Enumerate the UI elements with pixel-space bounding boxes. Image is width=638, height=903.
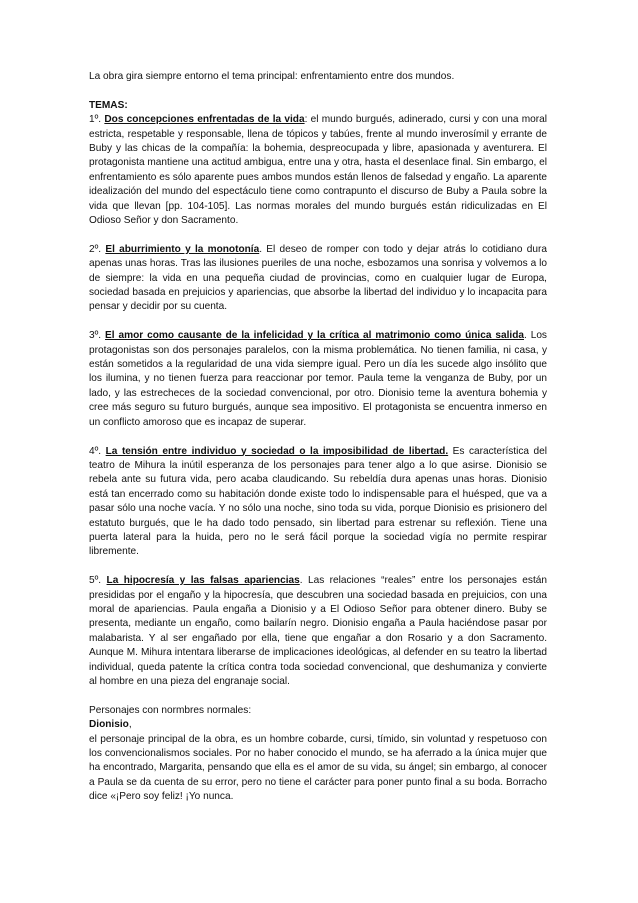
tema-5-number: 5º. [89,575,102,587]
tema-4-paragraph [89,445,547,560]
spacer [89,84,547,98]
temas-heading: TEMAS: [89,99,128,111]
document-page [89,70,547,805]
dionisio-paragraph: el personaje principal de la obra, es un hombre cobarde, cursi, tímido, sin voluntad y respetuoso con los convencionalismos sociales. Por no haber conocido el mundo, se ha aferrado a la única mujer que ha encontrado, Margarita, pensando que ella es el amor de su vida, su ángel; sin embargo, al conocer a Paula se da cuenta de su error, pero no tiene el carácter para poner punto final a su boda. Borracho dice «¡Pero soy feliz! ¡Yo nunca. [89,733,547,803]
dionisio-name-suffix: , [128,719,132,731]
spacer [89,430,547,444]
spacer [89,228,547,242]
tema-5-paragraph [89,574,547,689]
tema-4-body: Es característica del teatro de Mihura la inútil esperanza de los personajes para tener algo a lo que asirse. Dionisio se rebela ante su futura vida, pero acaba claudicando. Su rebeldía dura apenas unas horas. Dionisio está tan encerrado como su habitación donde existe todo lo indispensable para el huésped, que va a pasar sólo una noche vacía. Y no sólo una noche, sino toda su vida, porque Dionisio es prisionero del estatuto burgués, que le ha dado todo pensado, sin libertad para estrenar su reflexión. Tiene una puerta lateral para la huida, pero no le será fácil porque la sociedad vigía no permite respirar libremente. [89,445,548,558]
tema-3-body: . Los protagonistas son dos personajes paralelos, con la misma problemática. No tienen familia, ni casa, y están sometidos a la regularidad de una vida siempre igual. Pero un día les sucede algo insólito que los ilumina, y no tienen fuerza para reaccionar por temor. Paula teme la venganza de Buby, por un lado, y las estrecheces de la sociedad convencional, por otro. Dionisio teme la aventura bohemia y cree más seguro su futuro burgués, aunque sea impositivo. El protagonista se encuentra inmerso en un conflicto amoroso que es incapaz de superar. [89,330,547,428]
tema-3-title: El amor como causante de la infelicidad y la crítica al matrimonio como única salida [105,330,524,342]
tema-1-number: 1º. [89,114,102,126]
tema-2-body: . El deseo de romper con todo y dejar atrás lo cotidiano dura apenas unas horas. Tras las ilusiones pueriles de una noche, esbozamos una sonrisa y volvemos a lo de siempre: la vida en una pequeña ciudad de provincias, como en cualquier lugar de Europa, sociedad basada en prejuicios y apariencias, que absorbe la libertad del individuo y lo incapacita para pensar y decidir por su cuenta. [89,243,547,313]
spacer [89,689,547,703]
tema-4-number: 4º. [89,445,102,457]
intro-paragraph: La obra gira siempre entorno el tema principal: enfrentamiento entre dos mundos. [89,71,455,82]
personajes-heading: Personajes con normbres normales: [89,704,252,716]
tema-3-paragraph [89,329,547,430]
tema-5-body: . Las relaciones “reales” entre los personajes están presididas por el engaño y la hipocresía, que descubren una sociedad basada en prejuicios, con una moral de apariencias. Paula engaña a Dionisio y a El Odioso Señor para obtener dinero. Buby se presenta, mediante un engaño, como bailarín negro. Dionisio engaña a Paula haciéndose pasar por malabarista. Y al ser engañado por ella, tiene que engañar a don Rosario y a don Sacramento. Aunque M. Mihura intentara liberarse de implicaciones ideológicas, al defender en su teatro la libertad individual, queda patente la crítica contra toda sociedad convencional, que deshumaniza y convierte al hombre en una pieza del engranaje social. [89,575,547,687]
tema-1-body: : el mundo burgués, adinerado, cursi y con una moral estricta, respetable y responsable, llena de tópicos y tabúes, frente al mundo inverosímil y errante de Buby y las chicas de la compañía: la bohemia, despreocupada y libre, apasionada y aventurera. El protagonista mantiene una actitud ambigua, entre una y otra, hasta el desenlace final. Sin embargo, el enfrentamiento es sólo aparente pues ambos mundos están llenos de falsedad y engaño. La aparente idealización del mundo del espectáculo tiene como contrapunto el discurso de Buby a Paula sobre la vida que llevan [pp. 104-105]. Las normas morales del mundo burgués están ridiculizadas en El Odioso Señor y don Sacramento. [89,114,547,227]
spacer [89,560,547,574]
tema-1-title: Dos concepciones enfrentadas de la vida [104,114,305,126]
tema-2-paragraph [89,243,547,315]
spacer [89,315,547,329]
dionisio-heading [89,718,547,732]
dionisio-name: Dionisio [89,719,129,731]
tema-4-title: La tensión entre individuo y sociedad o la imposibilidad de libertad. [105,445,449,457]
tema-5-title: La hipocresía y las falsas apariencias [106,575,300,587]
tema-2-title: El aburrimiento y la monotonía [105,243,260,255]
tema-1-paragraph [89,113,547,228]
tema-2-number: 2º. [89,243,102,255]
tema-3-number: 3º. [89,330,102,342]
